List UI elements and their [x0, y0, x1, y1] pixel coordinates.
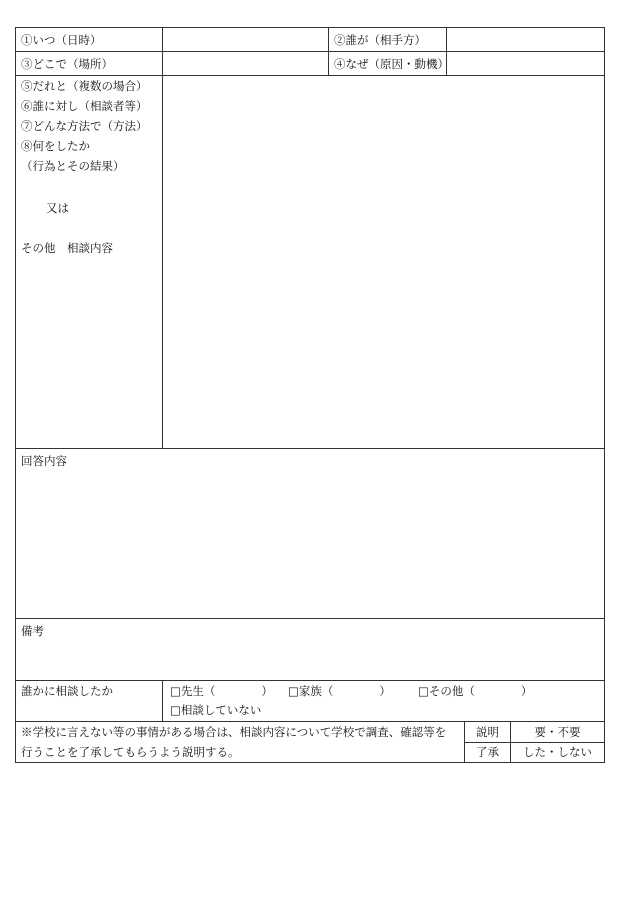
- why-label: ④なぜ（原因・動機）: [334, 57, 449, 71]
- consultation-form: [15, 27, 605, 763]
- explain-label: 説明: [476, 725, 499, 739]
- who-field[interactable]: [447, 28, 604, 51]
- remarks-label: 備考: [21, 624, 44, 638]
- when-field[interactable]: [163, 28, 328, 51]
- row-divider: [16, 721, 604, 722]
- family-checkbox[interactable]: □家族（ ）: [288, 684, 391, 698]
- not-consulted-checkbox[interactable]: □相談していない: [170, 703, 262, 717]
- to-whom-label: ⑥誰に対し（相談者等）: [21, 99, 148, 113]
- details-field[interactable]: [163, 76, 604, 448]
- row-divider: [16, 680, 604, 681]
- row-divider: [464, 742, 604, 743]
- column-divider: [328, 28, 329, 75]
- column-divider: [162, 680, 163, 721]
- explain-option[interactable]: 要・不要: [534, 725, 581, 739]
- why-field[interactable]: [447, 52, 604, 75]
- where-label: ③どこで（場所）: [21, 57, 113, 71]
- other-consultation-label: その他 相談内容: [21, 241, 113, 255]
- where-field[interactable]: [163, 52, 328, 75]
- who-label: ②誰が（相手方）: [334, 33, 426, 47]
- what-label: ⑧何をしたか: [21, 139, 90, 153]
- method-label: ⑦どんな方法で（方法）: [21, 119, 148, 133]
- consulted-label: 誰かに相談したか: [21, 684, 113, 698]
- note-line-2: 行うことを了承してもらうよう説明する。: [21, 745, 240, 759]
- note-line-1: ※学校に言えない等の事情がある場合は、相談内容について学校で調査、確認等を: [21, 725, 447, 739]
- action-result-label: （行為とその結果）: [21, 159, 125, 173]
- answer-field[interactable]: [16, 449, 604, 618]
- answer-label: 回答内容: [21, 454, 67, 468]
- consent-label: 了承: [476, 745, 499, 759]
- teacher-checkbox[interactable]: □先生（ ）: [170, 684, 273, 698]
- remarks-field[interactable]: [16, 639, 604, 680]
- consent-option[interactable]: した・しない: [523, 745, 592, 759]
- when-label: ①いつ（日時）: [21, 33, 102, 47]
- row-divider: [16, 618, 604, 619]
- or-label: 又は: [46, 201, 69, 215]
- other-checkbox[interactable]: □その他（ ）: [418, 684, 533, 698]
- with-whom-label: ⑤だれと（複数の場合）: [21, 79, 148, 93]
